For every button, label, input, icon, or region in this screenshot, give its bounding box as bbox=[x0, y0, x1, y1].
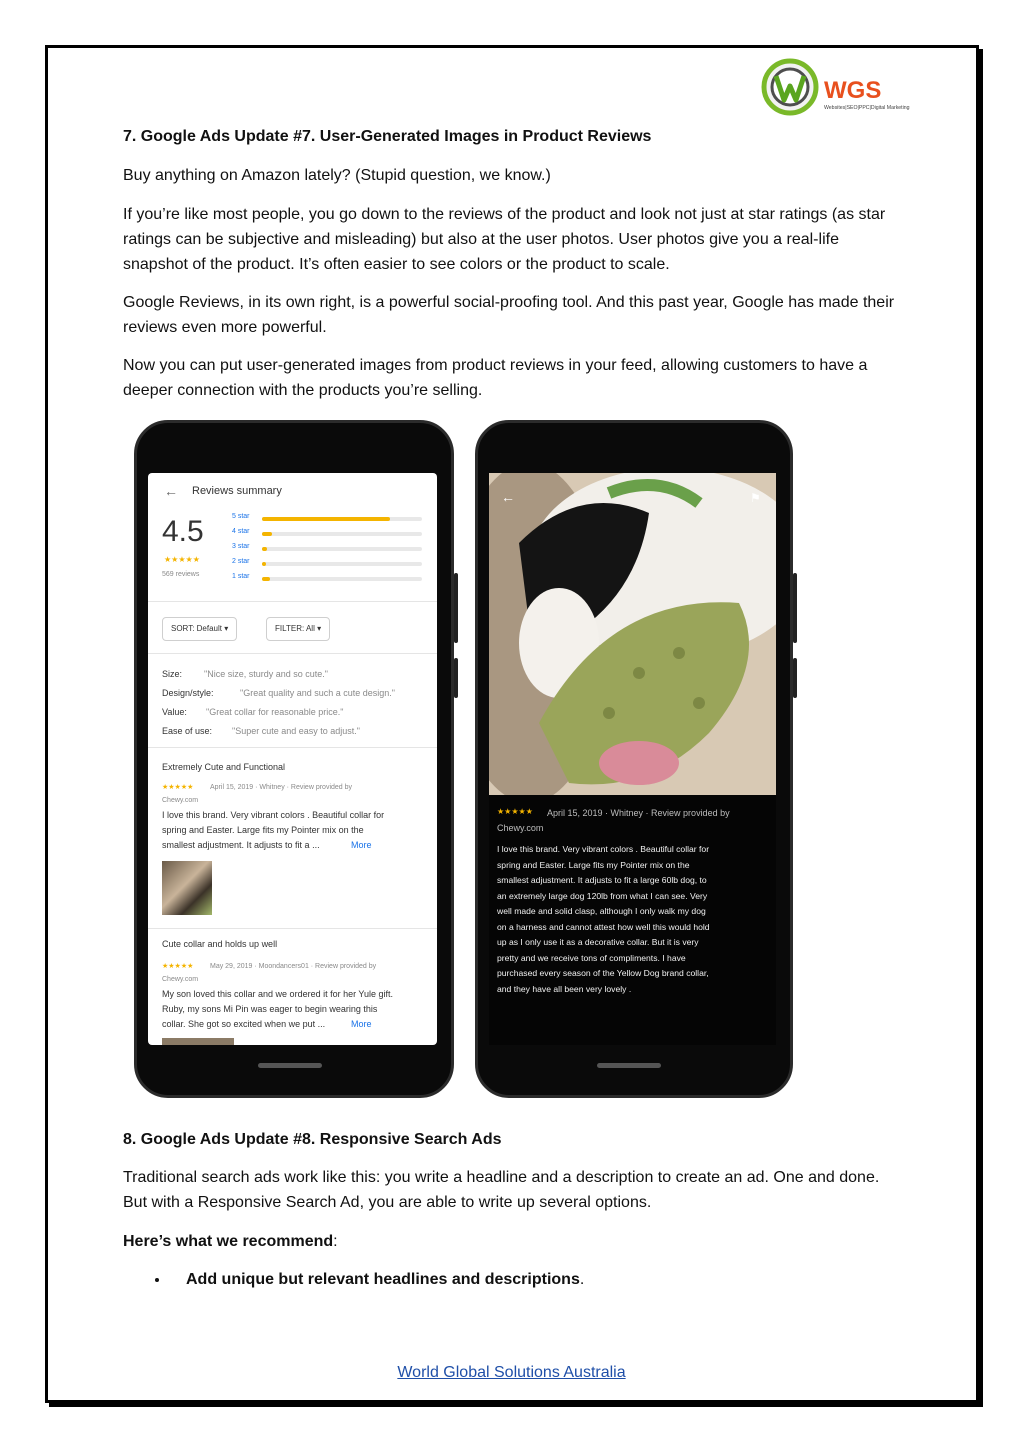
review-photo-screen bbox=[489, 473, 776, 1045]
review-text-line: well made and solid clasp, although I only walk my dog bbox=[497, 906, 706, 916]
logo-text: WGS bbox=[824, 77, 882, 104]
star-row-bar bbox=[262, 577, 270, 581]
rating-stars: ★★★★★ bbox=[164, 555, 200, 564]
review-count: 569 reviews bbox=[162, 571, 200, 578]
section8-heading-block bbox=[123, 1127, 903, 1152]
aspect-quote: "Super cute and easy to adjust." bbox=[232, 726, 360, 736]
review-text-line: an extremely large dog 120lb from what I can see. Very bbox=[497, 890, 708, 901]
logo-tagline: Websites|SEO|PPC|Digital Marketing bbox=[824, 105, 910, 111]
review-stars: ★★★★★ bbox=[497, 807, 533, 816]
star-row-track bbox=[262, 547, 422, 551]
review-text-line: spring and Easter. Large fits my Pointer mix on the bbox=[497, 859, 690, 870]
recommend-line bbox=[123, 1229, 903, 1254]
reviews-summary-screen bbox=[148, 473, 437, 1045]
section7-paragraph-2: If you’re like most people, you go down to the reviews of the product and look not just at star ratings (as star ratings can be subjective and misleading) but also at the user photos. User photos give you a real-life snapshot of the product. It’s often easier to see colors or the product to scale. bbox=[123, 206, 886, 273]
star-row-bar bbox=[262, 547, 267, 551]
aspect-key: Design/style: bbox=[162, 688, 214, 698]
star-row-label[interactable]: 3 star bbox=[232, 543, 250, 550]
section8-p1-block bbox=[123, 1165, 903, 1215]
review2-more-link[interactable]: More bbox=[351, 1019, 372, 1029]
aspect-quote: "Great collar for reasonable price." bbox=[206, 707, 344, 717]
flag-icon[interactable]: ⚑ bbox=[750, 491, 761, 505]
review-meta: April 15, 2019 · Whitney · Review provided by bbox=[547, 808, 730, 818]
review1-title: Extremely Cute and Functional bbox=[162, 762, 286, 772]
review1-body-2: spring and Easter. Large fits my Pointer mix on the bbox=[162, 825, 364, 835]
star-row-track bbox=[262, 577, 422, 581]
review-text-line: on a harness and cannot attest how well this would hold bbox=[497, 921, 710, 932]
rating-value: 4.5 bbox=[162, 515, 204, 548]
star-row-label[interactable]: 4 star bbox=[232, 528, 250, 535]
star-row-bar bbox=[262, 517, 390, 521]
review1-stars: ★★★★★ bbox=[162, 784, 194, 791]
review1-more-link[interactable]: More bbox=[351, 840, 372, 850]
back-arrow-icon[interactable]: ← bbox=[164, 483, 178, 499]
review1-meta: April 15, 2019 · Whitney · Review provided by bbox=[210, 784, 353, 791]
star-row-label[interactable]: 5 star bbox=[232, 513, 250, 520]
recommend-list bbox=[150, 1268, 584, 1292]
star-row-bar bbox=[262, 562, 266, 566]
section7-paragraph-3: Google Reviews, in its own right, is a powerful social-proofing tool. And this past year, Google has made their reviews even more powerful. bbox=[123, 294, 895, 336]
review1-body-3: smallest adjustment. It adjusts to fit a ... bbox=[162, 840, 320, 850]
filter-dropdown[interactable]: FILTER: All ▾ bbox=[266, 617, 330, 641]
review-text-line: I love this brand. Very vibrant colors . Beautiful collar for bbox=[497, 844, 710, 854]
home-bar-left bbox=[258, 1063, 322, 1068]
sort-dropdown[interactable]: SORT: Default ▾ bbox=[162, 617, 237, 641]
review-text-line: pretty and we receive tons of compliments. I have bbox=[497, 952, 686, 963]
review2-stars: ★★★★★ bbox=[162, 963, 194, 970]
aspect-quote: "Great quality and such a cute design." bbox=[240, 688, 395, 698]
review2-body-2: Ruby, my sons Mi Pin was eager to begin wearing this bbox=[162, 1004, 378, 1014]
review1-body-1: I love this brand. Very vibrant colors . Beautiful collar for bbox=[162, 810, 385, 820]
review-text-line: smallest adjustment. It adjusts to fit a large 60lb dog, to bbox=[497, 875, 707, 885]
star-row-label[interactable]: 2 star bbox=[232, 558, 250, 565]
back-arrow-icon[interactable]: ← bbox=[501, 489, 515, 505]
section7-p2-block bbox=[123, 202, 903, 277]
review1-source: Chewy.com bbox=[162, 797, 199, 804]
section7-heading bbox=[123, 124, 903, 149]
review-text-line: up as I only use it as a decorative collar. But it is very bbox=[497, 937, 699, 947]
star-row-track bbox=[262, 532, 422, 536]
aspect-key: Ease of use: bbox=[162, 726, 213, 736]
review-source: Chewy.com bbox=[497, 823, 544, 833]
section7-p3-block bbox=[123, 290, 903, 340]
footer bbox=[0, 1364, 1023, 1382]
aspect-key: Value: bbox=[162, 707, 187, 717]
section8-paragraph-1: Traditional search ads work like this: you write a headline and a description to create an ad. One and done. But with a Responsive Search Ad, you are able to write up several options. bbox=[123, 1169, 880, 1211]
review-text-line: and they have all been very lovely . bbox=[497, 983, 632, 994]
star-row-bar bbox=[262, 532, 272, 536]
recommend-bold: Here’s what we recommend bbox=[123, 1233, 334, 1250]
aspect-key: Size: bbox=[162, 669, 183, 679]
review2-body-3: collar. She got so excited when we put ... bbox=[162, 1019, 326, 1029]
aspect-quote: "Nice size, sturdy and so cute." bbox=[204, 669, 328, 679]
review2-source: Chewy.com bbox=[162, 976, 199, 983]
star-row-track bbox=[262, 562, 422, 566]
review2-meta: May 29, 2019 · Moondancers01 · Review provided by bbox=[210, 963, 377, 970]
recommend-colon: : bbox=[333, 1233, 338, 1250]
footer-link[interactable]: World Global Solutions Australia bbox=[397, 1364, 626, 1381]
recommend-item bbox=[170, 1268, 584, 1292]
dog-photo bbox=[489, 473, 776, 795]
star-row-label[interactable]: 1 star bbox=[232, 573, 250, 580]
section7-title: 7. Google Ads Update #7. User-Generated Images in Product Reviews bbox=[123, 128, 652, 145]
bullet-bold: Add unique but relevant headlines and descriptions bbox=[186, 1271, 580, 1288]
review-text-line: purchased every season of the Yellow Dog brand collar, bbox=[497, 968, 709, 978]
review2-title: Cute collar and holds up well bbox=[162, 939, 278, 949]
review1-photo-thumbnail[interactable] bbox=[162, 861, 212, 915]
reviews-summary-title: Reviews summary bbox=[192, 485, 282, 497]
review2-photo-thumbnail[interactable] bbox=[162, 1038, 234, 1045]
home-bar-right bbox=[597, 1063, 661, 1068]
bullet-tail: . bbox=[579, 1271, 585, 1288]
section7-p4-block bbox=[123, 353, 903, 403]
wgs-logo bbox=[760, 58, 910, 116]
section7-paragraph-1: Buy anything on Amazon lately? (Stupid question, we know.) bbox=[123, 167, 551, 184]
review2-body-1: My son loved this collar and we ordered it for her Yule gift. bbox=[162, 989, 393, 999]
section8-title: 8. Google Ads Update #8. Responsive Search Ads bbox=[123, 1131, 502, 1148]
section7-paragraph-4: Now you can put user-generated images from product reviews in your feed, allowing customers to have a deeper connection with the products you’re selling. bbox=[123, 357, 868, 399]
section7-p1-block bbox=[123, 163, 903, 188]
